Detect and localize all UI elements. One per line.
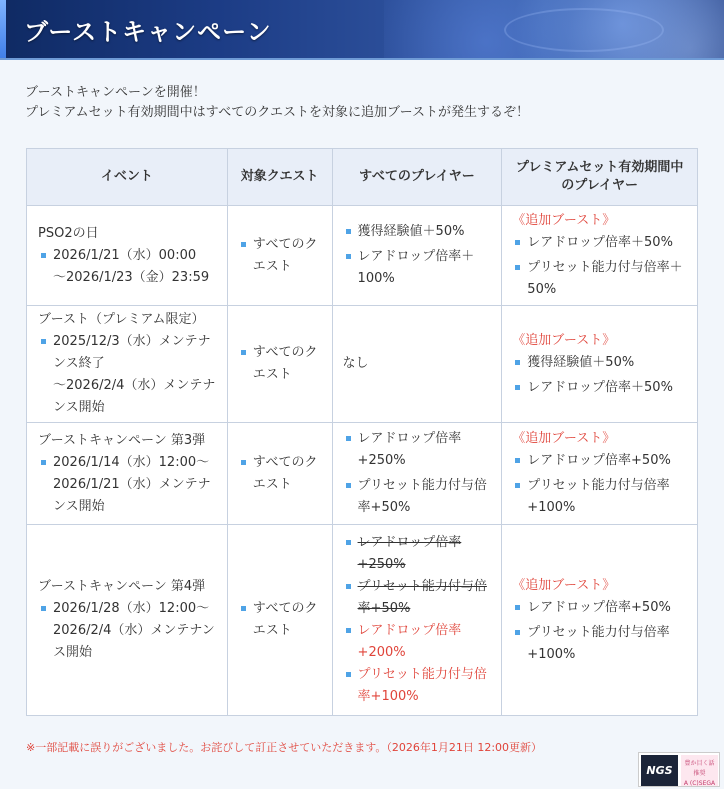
event-name: ブーストキャンペーン 第4弾 — [38, 579, 206, 594]
header-event: イベント — [27, 149, 228, 206]
updated-boost-item: レアドロップ倍率 +200% — [343, 620, 492, 664]
corrected-boost-item: レアドロップ倍率 +250% — [343, 532, 492, 576]
banner-ring-decoration — [504, 8, 664, 52]
event-cell — [27, 306, 228, 423]
quest-cell: すべてのク エスト — [227, 423, 332, 525]
boost-item: レアドロップ倍率+50% — [512, 597, 687, 619]
event-name: ブーストキャンペーン 第3弾 — [38, 432, 206, 448]
table-row — [27, 525, 698, 716]
event-period: 2025/12/3（水）メンテナ ンス終了 ～2026/2/4（水）メンテナ ンス開始 — [38, 331, 217, 419]
event-cell — [27, 423, 228, 525]
boost-item: レアドロップ倍率+50% — [512, 450, 687, 472]
event-period: 2026/1/28（水）12:00～ 2026/2/4（水）メンテナン ス開始 — [38, 598, 217, 664]
premium-cell — [502, 206, 698, 306]
premium-cell — [502, 306, 698, 423]
event-cell — [27, 525, 228, 716]
event-name: ブースト（プレミアム限定） — [38, 312, 205, 327]
boost-table — [26, 148, 698, 716]
table-header-row — [27, 149, 698, 206]
extra-boost-tag: 《追加ブースト》 — [512, 332, 616, 348]
boost-item: プリセット能力付与倍率 +100% — [512, 622, 687, 666]
intro-line-1: ブーストキャンペーンを開催！ — [25, 85, 206, 100]
extra-boost-tag: 《追加ブースト》 — [512, 431, 616, 446]
all-players-cell — [332, 525, 502, 716]
table-row — [27, 423, 698, 525]
all-players-cell — [332, 423, 502, 525]
corrected-boost-item: プリセット能力付与倍 率+50% — [343, 576, 492, 620]
premium-cell — [502, 423, 698, 525]
table-row — [27, 306, 698, 423]
boost-item: レアドロップ倍率 +250% — [343, 428, 492, 472]
intro-text — [25, 83, 529, 123]
boost-item: レアドロップ倍率＋50% — [512, 232, 687, 254]
updated-boost-item: プリセット能力付与倍 率+100% — [343, 664, 492, 708]
boost-item: プリセット能力付与倍 率+50% — [343, 475, 492, 519]
quest-cell: すべてのク エスト — [227, 206, 332, 306]
header-all-players: すべてのプレイヤー — [332, 149, 502, 206]
rating-logo-badge — [638, 752, 720, 787]
boost-item: プリセット能力付与倍率＋ 50% — [512, 257, 687, 301]
event-cell — [27, 206, 228, 306]
event-name: PSO2の日 — [38, 225, 99, 241]
boost-item: 獲得経験値＋50% — [512, 352, 687, 374]
boost-item: プリセット能力付与倍率 +100% — [512, 475, 687, 519]
none-text: なし — [342, 356, 369, 371]
ngs-logo: NGS — [641, 755, 678, 786]
intro-line-2: プレミアムセット有効期間中はすべてのクエストを対象に追加ブーストが発生するぞ！ — [25, 105, 530, 120]
header-premium-players: プレミアムセット有効期間中 のプレイヤー — [502, 149, 698, 206]
all-players-cell — [332, 306, 502, 423]
table-row — [27, 206, 698, 306]
boost-item: レアドロップ倍率＋ 100% — [343, 246, 492, 290]
quest-cell: すべてのク エスト — [227, 525, 332, 716]
event-period: 2026/1/21（水）00:00 ～2026/1/23（金）23:59 — [38, 245, 217, 289]
boost-item: 獲得経験値＋50% — [343, 221, 492, 243]
sega-rating-mark: 豊か目く話 推奨 A (C)SEGA — [681, 755, 718, 786]
quest-cell: すべてのク エスト — [227, 306, 332, 423]
premium-cell — [502, 525, 698, 716]
extra-boost-tag: 《追加ブースト》 — [512, 213, 616, 228]
correction-note: ※一部記載に誤りがございました。お詫びして訂正させていただきます。（2026年1月21日 12:00更新） — [26, 741, 543, 754]
extra-boost-tag: 《追加ブースト》 — [512, 577, 616, 593]
boost-item: レアドロップ倍率＋50% — [512, 377, 687, 399]
campaign-header-banner — [0, 0, 724, 60]
event-period: 2026/1/14（水）12:00～ 2026/1/21（水）メンテナ ンス開始 — [38, 452, 217, 518]
page-title: ブーストキャンペーン — [24, 18, 272, 46]
all-players-cell — [332, 206, 502, 306]
header-quest: 対象クエスト — [227, 149, 332, 206]
